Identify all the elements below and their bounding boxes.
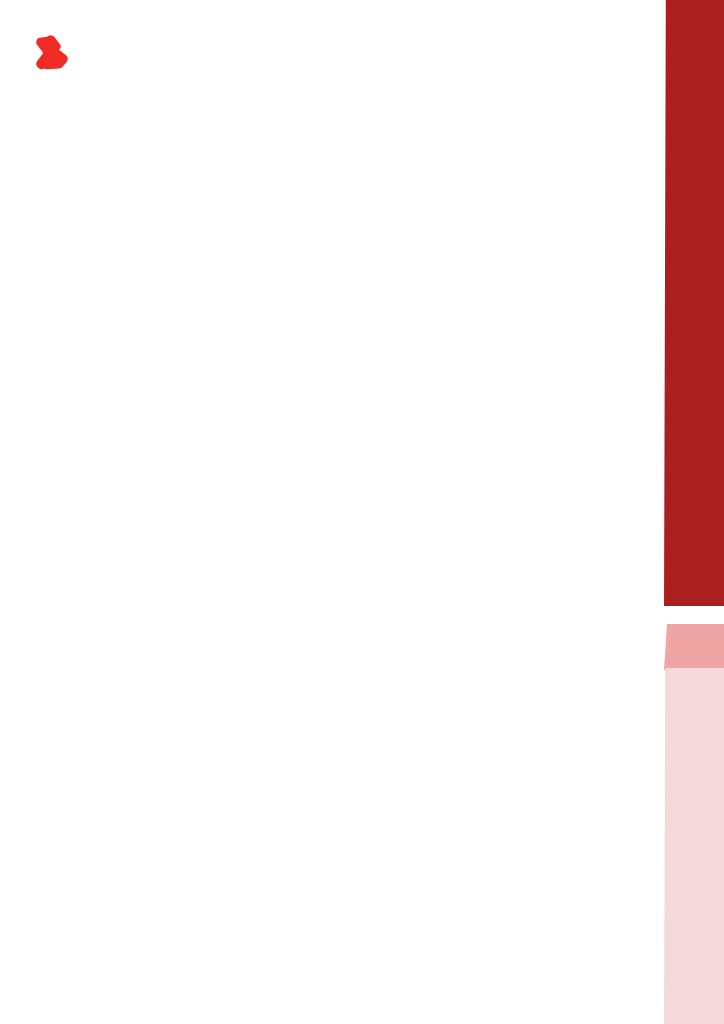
spacer	[70, 272, 600, 300]
spacer	[70, 244, 600, 272]
spacer	[70, 159, 600, 216]
spacer	[70, 131, 600, 159]
mekari-chevron-icon	[34, 34, 71, 72]
letter-body	[70, 131, 600, 300]
decorative-bar-dark	[664, 0, 724, 606]
spacer	[70, 216, 600, 244]
signature-block	[70, 838, 606, 891]
decorative-bar-light	[664, 668, 724, 1024]
brand-logo	[34, 34, 80, 72]
decorative-bar-mid	[664, 624, 724, 670]
